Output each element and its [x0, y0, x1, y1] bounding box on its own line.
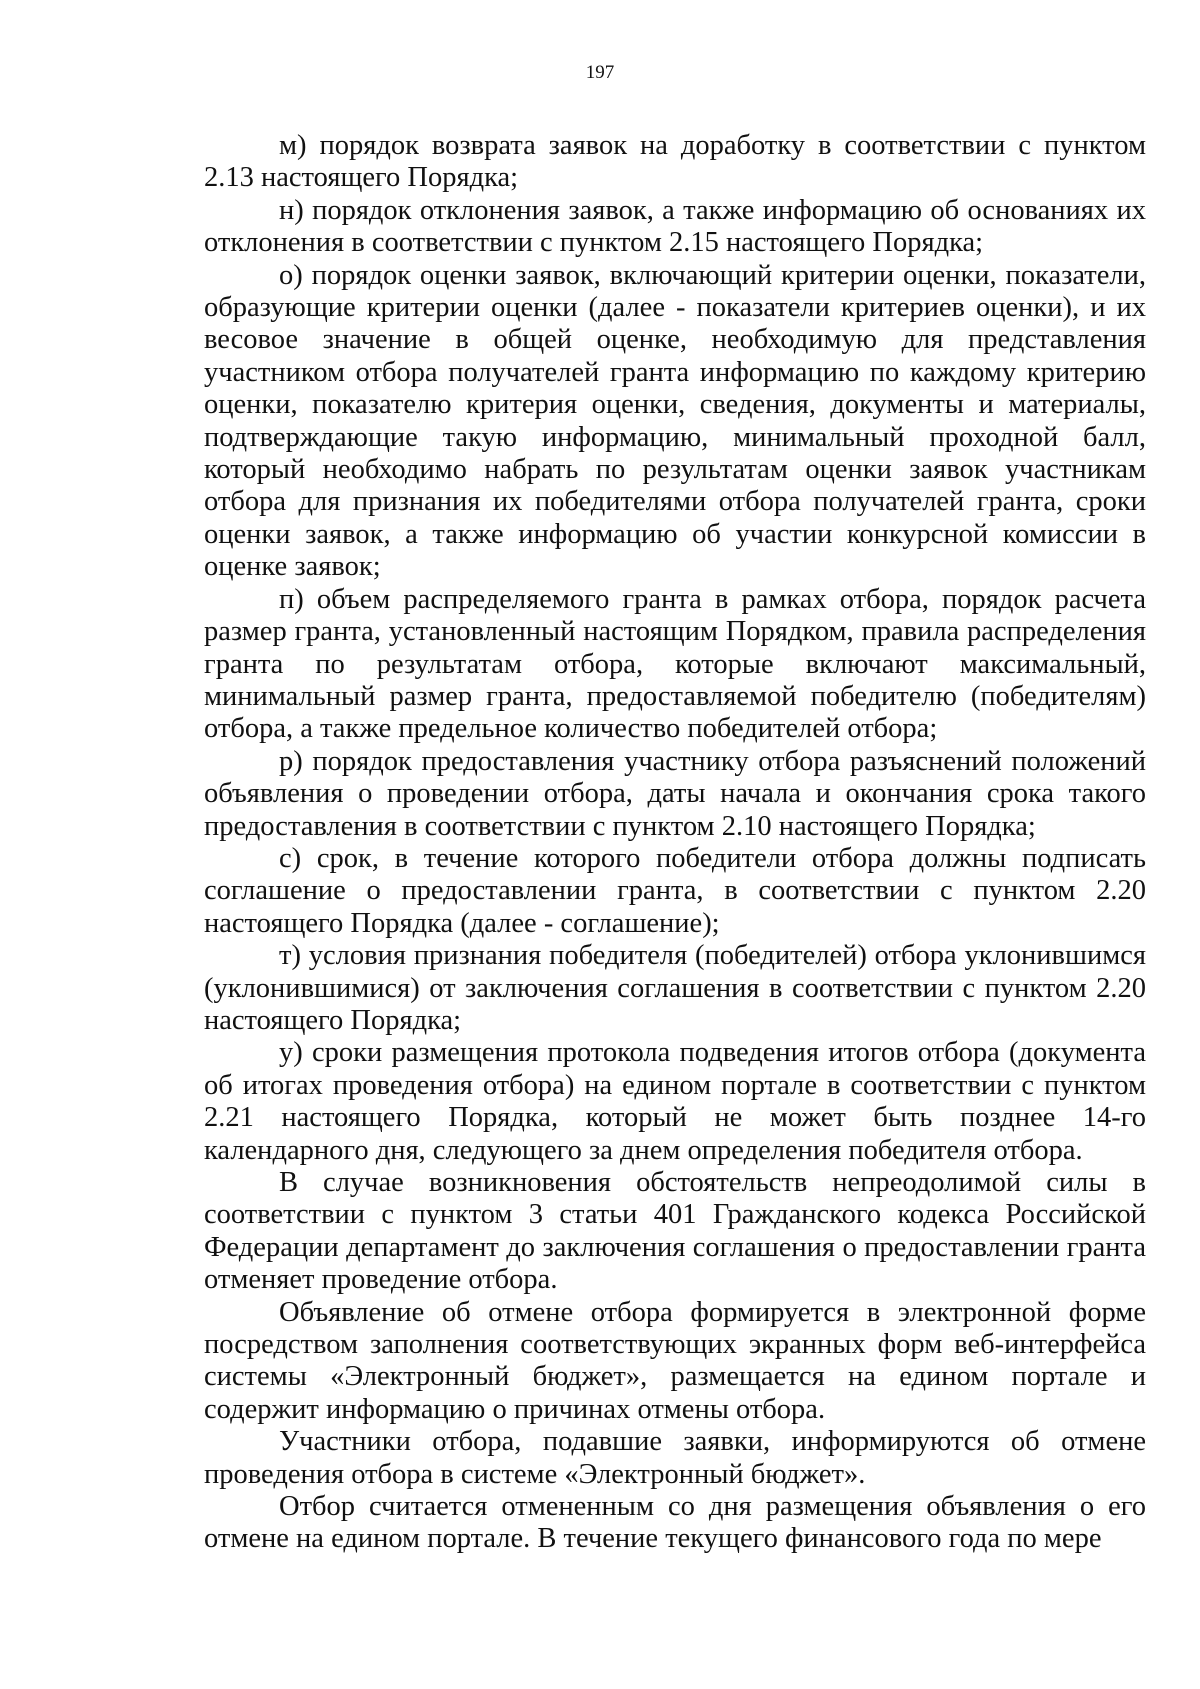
paragraph-cancellation-notice: Объявление об отмене отбора формируется в электронной форме посредством заполнения соответствующих экранных форм веб-интерфейса системы «Электронный бюджет», размещается на едином портале и содержит информацию о причинах отмены отбора. [204, 1296, 1146, 1425]
paragraph-item-m: м) порядок возврата заявок на доработку в соответствии с пунктом 2.13 настоящего Порядка; [204, 130, 1146, 194]
paragraph-item-u: у) сроки размещения протокола подведения итогов отбора (документа об итогах проведения отбора) на едином портале в соответствии с пунктом 2.21 настоящего Порядка, который не может быть позднее 14-го календарного дня, следующего за днем определения победителя отбора. [204, 1037, 1146, 1166]
page-number: 197 [585, 62, 615, 83]
paragraph-item-n: н) порядок отклонения заявок, а также информацию об основаниях их отклонения в соответствии с пунктом 2.15 настоящего Порядка; [204, 194, 1146, 259]
paragraph-item-t: т) условия признания победителя (победителей) отбора уклонившимся (уклонившимися) от заключения соглашения в соответствии с пунктом 2.20 настоящего Порядка; [204, 940, 1146, 1036]
paragraph-force-majeure: В случае возникновения обстоятельств непреодолимой силы в соответствии с пунктом 3 статьи 401 Гражданского кодекса Российской Федерации департамент до заключения соглашения о предоставлении гранта отменяет проведение отбора. [204, 1167, 1146, 1296]
paragraph-item-r: р) порядок предоставления участнику отбора разъяснений положений объявления о проведении отбора, даты начала и окончания срока такого предоставления в соответствии с пунктом 2.10 настоящего Порядка; [204, 745, 1146, 842]
paragraph-selection-cancelled: Отбор считается отмененным со дня размещения объявления о его отмене на едином портале. В течение текущего финансового года по мере [204, 1491, 1146, 1555]
document-body [204, 130, 1146, 1556]
paragraph-item-s: с) срок, в течение которого победители отбора должны подписать соглашение о предоставлении гранта, в соответствии с пунктом 2.20 настоящего Порядка (далее - соглашение); [204, 842, 1146, 939]
paragraph-item-o: о) порядок оценки заявок, включающий критерии оценки, показатели, образующие критерии оценки (далее - показатели критериев оценки), и их весовое значение в общей оценке, необходимую для представления участником отбора получателей гранта информацию по каждому критерию оценки, показателю критерия оценки, сведения, документы и материалы, подтверждающие такую информацию, минимальный проходной балл, который необходимо набрать по результатам оценки заявок участникам отбора для признания их победителями отбора получателей гранта, сроки оценки заявок, а также информацию об участии конкурсной комиссии в оценке заявок; [204, 259, 1146, 583]
paragraph-participants-informed: Участники отбора, подавшие заявки, информируются об отмене проведения отбора в системе «Электронный бюджет». [204, 1426, 1146, 1490]
paragraph-item-p: п) объем распределяемого гранта в рамках отбора, порядок расчета размер гранта, установленный настоящим Порядком, правила распределения гранта по результатам отбора, которые включают максимальный, минимальный размер гранта, предоставляемой победителю (победителям) отбора, а также предельное количество победителей отбора; [204, 583, 1146, 745]
